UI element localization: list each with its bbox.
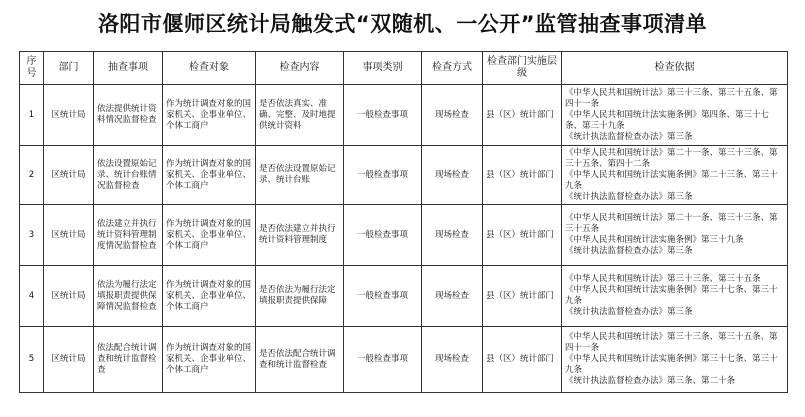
basis-line: 《中华人民共和国统计法》第二十一条、第三十三条、第三十五条 [565, 213, 778, 234]
cell-dept: 区统计局 [44, 205, 94, 266]
header-level: 检查部门实施层级 [483, 52, 562, 85]
basis-line: 《统计执法监督检查办法》第三条 [565, 131, 693, 142]
cell-content: 是否依法配合统计调查和统计监督检查 [256, 327, 344, 393]
cell-item: 依法为履行法定填报职责提供保障情况监督检查 [94, 266, 163, 327]
cell-content: 是否依法建立并执行统计资料管理制度 [256, 205, 344, 266]
cell-method: 现场检查 [422, 146, 483, 205]
cell-method: 现场检查 [422, 85, 483, 146]
cell-level: 县（区）统计部门 [483, 85, 562, 146]
cell-content: 是否依法真实、准确、完整、及时地提供统计资料 [256, 85, 344, 146]
basis-line: 《统计执法监督检查办法》第三条、第二十条 [565, 376, 736, 386]
cell-no: 1 [20, 85, 44, 146]
cell-item: 依法设置原始记录、统计台账情况监督检查 [94, 146, 163, 205]
cell-method: 现场检查 [422, 327, 483, 393]
header-method: 检查方式 [422, 52, 483, 85]
cell-level: 县（区）统计部门 [483, 146, 562, 205]
header-content: 检查内容 [256, 52, 344, 85]
cell-target: 作为统计调查对象的国家机关、企事业单位、个体工商户 [163, 205, 256, 266]
basis-line: 《中华人民共和国统计法》第三十三条、第三十五条 [565, 274, 761, 284]
basis-line: 《中华人民共和国统计法实施条例》第三十七条、第三十九条 [565, 354, 778, 375]
cell-target: 作为统计调查对象的国家机关、企事业单位、个体工商户 [163, 85, 256, 146]
basis-line: 《中华人民共和国统计法》第二十一条、第三十三条、第三十五条、第四十二条 [565, 147, 778, 169]
header-item: 抽查事项 [94, 52, 163, 85]
cell-category: 一般检查事项 [344, 85, 422, 146]
cell-category: 一般检查事项 [344, 266, 422, 327]
header-dept: 部门 [44, 52, 94, 85]
basis-line: 《中华人民共和国统计法》第三十三条、第三十五条、第四十一条 [565, 332, 778, 353]
basis-line: 《统计执法监督检查办法》第三条 [565, 191, 693, 202]
cell-target: 作为统计调查对象的国家机关、企事业单位、个体工商户 [163, 327, 256, 393]
cell-category: 一般检查事项 [344, 205, 422, 266]
cell-item: 依法配合统计调查和统计监督检查 [94, 327, 163, 393]
basis-line: 《统计执法监督检查办法》第三条 [565, 307, 693, 317]
cell-basis [562, 85, 788, 146]
cell-method: 现场检查 [422, 266, 483, 327]
cell-method: 现场检查 [422, 205, 483, 266]
table-row [20, 146, 788, 205]
basis-line: 《统计执法监督检查办法》第三条 [565, 246, 693, 256]
cell-target: 作为统计调查对象的国家机关、企事业单位、个体工商户 [163, 266, 256, 327]
cell-dept: 区统计局 [44, 146, 94, 205]
cell-dept: 区统计局 [44, 327, 94, 393]
table-header-row [20, 52, 788, 85]
header-target: 检查对象 [163, 52, 256, 85]
table-row [20, 266, 788, 327]
cell-level: 县（区）统计部门 [483, 266, 562, 327]
inspection-table [19, 51, 788, 393]
basis-line: 《中华人民共和国统计法实施条例》第三十九条 [565, 235, 744, 245]
cell-level: 县（区）统计部门 [483, 205, 562, 266]
cell-basis [562, 146, 788, 205]
header-basis: 检查依据 [562, 52, 788, 85]
cell-category: 一般检查事项 [344, 327, 422, 393]
basis-line: 《中华人民共和国统计法实施条例》第四条、第三十七条、第三十九条 [565, 109, 770, 131]
table-row [20, 205, 788, 266]
cell-basis [562, 205, 788, 266]
cell-item: 依法建立并执行统计资料管理制度情况监督检查 [94, 205, 163, 266]
cell-no: 5 [20, 327, 44, 393]
cell-content: 是否依法设置原始记录、统计台账 [256, 146, 344, 205]
basis-line: 《中华人民共和国统计法》第三十三条、第三十五条、第四十一条 [565, 87, 778, 109]
cell-item: 依法提供统计资料情况监督检查 [94, 85, 163, 146]
header-no: 序号 [20, 52, 44, 85]
cell-basis [562, 327, 788, 393]
cell-target: 作为统计调查对象的国家机关、企事业单位、个体工商户 [163, 146, 256, 205]
cell-no: 4 [20, 266, 44, 327]
cell-level: 县（区）统计部门 [483, 327, 562, 393]
table-row [20, 327, 788, 393]
table-row [20, 85, 788, 146]
basis-line: 《中华人民共和国统计法实施条例》第三十七条、第三十九条 [565, 285, 778, 306]
cell-no: 2 [20, 146, 44, 205]
header-category: 事项类别 [344, 52, 422, 85]
page-title: 洛阳市偃师区统计局触发式“双随机、一公开”监管抽查事项清单 [97, 12, 708, 36]
cell-content: 是否依法为履行法定填报职责提供保障 [256, 266, 344, 327]
cell-dept: 区统计局 [44, 266, 94, 327]
cell-no: 3 [20, 205, 44, 266]
cell-basis [562, 266, 788, 327]
cell-dept: 区统计局 [44, 85, 94, 146]
cell-category: 一般检查事项 [344, 146, 422, 205]
basis-line: 《中华人民共和国统计法实施条例》第二十三条、第三十九条 [565, 169, 778, 191]
